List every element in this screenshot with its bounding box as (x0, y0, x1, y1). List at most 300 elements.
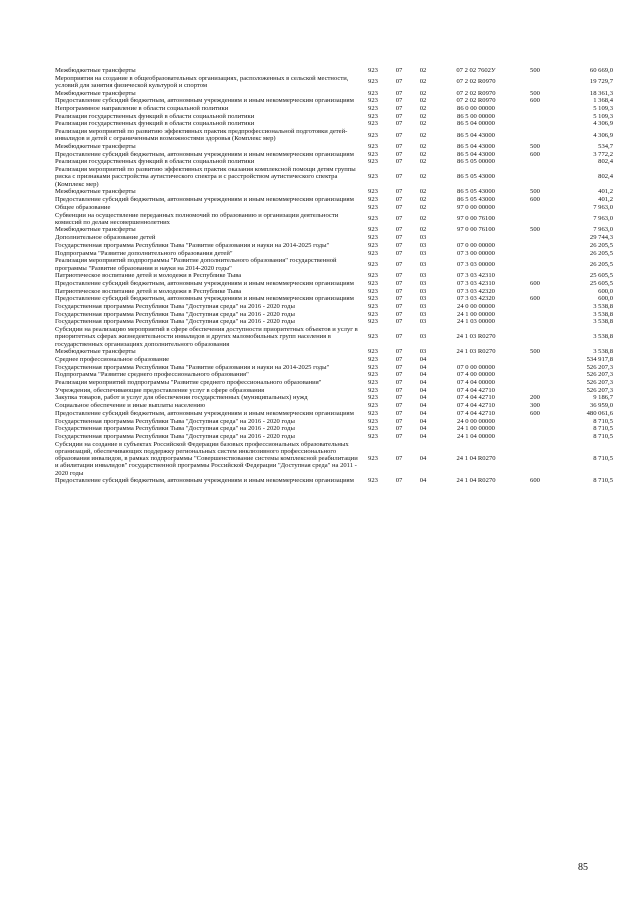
row-amount: 480 061,6 (586, 409, 613, 417)
row-ministry-code: 923 (368, 432, 378, 440)
row-target-item-code: 07 2 02 R0970 (456, 97, 496, 105)
row-subsection-code: 04 (419, 363, 427, 371)
row-ministry-code: 923 (368, 67, 378, 74)
row-subsection-code: 03 (419, 302, 427, 310)
row-amount: 36 959,0 (589, 402, 613, 410)
row-name: Патриотическое воспитание детей и молодежи в Республике Тыва (55, 272, 242, 280)
row-expense-type-code (516, 113, 554, 121)
row-subsection-code: 03 (419, 260, 427, 268)
row-section-code: 07 (395, 173, 403, 181)
row-name: Государственная программа Республики Тыва "Доступная среда" на 2016 - 2020 годы (55, 318, 295, 326)
row-target-item-code: 07 4 04 42710 (457, 409, 495, 417)
row-subsection-code: 02 (419, 105, 427, 113)
row-ministry-code: 923 (368, 120, 378, 128)
row-target-item-code: 07 3 00 00000 (457, 249, 495, 257)
row-target-item-code: 07 2 02 R0970 (456, 89, 496, 97)
row-ministry-code: 923 (368, 260, 378, 268)
row-section-code: 07 (395, 150, 403, 158)
row-subsection-code: 03 (419, 234, 427, 242)
row-target-item-code: 24 1 03 R0270 (456, 348, 496, 356)
row-section-code: 07 (395, 432, 403, 440)
row-subsection-code: 04 (419, 371, 427, 379)
row-section-code: 07 (395, 425, 403, 433)
row-expense-type-code: 500 (530, 89, 540, 97)
row-ministry-code: 923 (368, 333, 378, 341)
row-subsection-code: 03 (419, 310, 427, 318)
row-target-item-code: 86 5 04 43000 (457, 150, 495, 158)
row-section-code: 07 (395, 356, 403, 363)
table-row (55, 166, 613, 188)
row-amount: 4 306,9 (593, 120, 613, 128)
row-amount: 8 710,5 (593, 425, 613, 433)
row-name: Государственная программа Республики Тыва "Доступная среда" на 2016 - 2020 годы (55, 417, 295, 425)
table-row (55, 151, 613, 159)
table-row (55, 113, 613, 121)
row-section-code: 07 (395, 409, 403, 417)
row-ministry-code: 923 (368, 150, 378, 158)
row-expense-type-code (516, 158, 554, 166)
row-name: Предоставление субсидий бюджетным, автономным учреждениям и иным некоммерческим организациям (55, 196, 354, 204)
row-section-code: 07 (395, 386, 403, 394)
row-target-item-code: 07 3 03 42310 (457, 279, 495, 287)
row-section-code: 07 (395, 67, 403, 74)
row-section-code: 07 (395, 78, 403, 86)
table-row (55, 196, 613, 204)
row-amount: 600,0 (598, 295, 613, 303)
row-subsection-code: 04 (419, 356, 427, 363)
row-section-code: 07 (395, 371, 403, 379)
table-row (55, 97, 613, 105)
row-name: Предоставление субсидий бюджетным, автономным учреждениям и иным некоммерческим организациям (55, 295, 354, 303)
row-name: Реализация мероприятий подпрограммы "Развитие среднего профессионального образования" (55, 379, 322, 387)
table-row (55, 67, 613, 75)
row-expense-type-code (516, 441, 554, 478)
row-amount: 18 361,3 (589, 89, 613, 97)
table-row (55, 272, 613, 280)
row-amount: 26 205,5 (589, 249, 613, 257)
row-amount: 8 710,5 (593, 432, 613, 440)
row-name: Межбюджетные трансферты (55, 67, 136, 74)
row-ministry-code: 923 (368, 302, 378, 310)
row-expense-type-code: 600 (530, 196, 540, 204)
row-name: Патриотическое воспитание детей и молодежи в Республике Тыва (55, 287, 242, 295)
row-subsection-code: 02 (419, 89, 427, 97)
row-name: Реализация государственных функций в области социальной политики (55, 120, 255, 128)
row-name: Предоставление субсидий бюджетным, автономным учреждениям и иным некоммерческим организациям (55, 97, 354, 105)
row-section-code: 07 (395, 402, 403, 410)
row-expense-type-code (516, 326, 554, 348)
row-subsection-code: 02 (419, 203, 427, 211)
table-row (55, 158, 613, 166)
row-expense-type-code: 600 (530, 295, 540, 303)
table-row (55, 410, 613, 418)
row-expense-type-code (516, 303, 554, 311)
row-expense-type-code (516, 425, 554, 433)
row-amount: 526 207,3 (586, 386, 613, 394)
row-ministry-code: 923 (368, 97, 378, 105)
row-target-item-code: 07 2 02 7602У (456, 67, 496, 74)
row-name: Межбюджетные трансферты (55, 348, 136, 356)
row-section-code: 07 (395, 120, 403, 128)
row-subsection-code: 04 (419, 417, 427, 425)
row-ministry-code: 923 (368, 241, 378, 249)
row-subsection-code: 04 (419, 432, 427, 440)
row-amount: 534,7 (598, 143, 613, 151)
row-ministry-code: 923 (368, 158, 378, 166)
row-ministry-code: 923 (368, 409, 378, 417)
row-expense-type-code: 500 (530, 67, 540, 74)
budget-table (55, 67, 613, 485)
row-section-code: 07 (395, 89, 403, 97)
table-row (55, 257, 613, 272)
table-row (55, 371, 613, 379)
table-row (55, 120, 613, 128)
table-row (55, 402, 613, 410)
table-row (55, 128, 613, 143)
row-amount: 8 710,5 (593, 455, 613, 463)
row-subsection-code: 02 (419, 112, 427, 120)
row-section-code: 07 (395, 417, 403, 425)
row-name: Государственная программа Республики Тыва "Доступная среда" на 2016 - 2020 годы (55, 425, 295, 433)
row-subsection-code: 02 (419, 150, 427, 158)
row-expense-type-code (516, 234, 554, 242)
row-subsection-code: 02 (419, 188, 427, 196)
row-section-code: 07 (395, 333, 403, 341)
row-target-item-code: 07 4 04 00000 (457, 379, 495, 387)
row-target-item-code: 24 0 00 00000 (457, 417, 495, 425)
row-ministry-code: 923 (368, 196, 378, 204)
row-section-code: 07 (395, 196, 403, 204)
row-subsection-code: 03 (419, 333, 427, 341)
row-ministry-code: 923 (368, 402, 378, 410)
row-section-code: 07 (395, 241, 403, 249)
table-row (55, 242, 613, 250)
row-amount: 7 963,0 (593, 215, 613, 223)
table-row (55, 234, 613, 242)
table-row (55, 280, 613, 288)
row-expense-type-code (516, 105, 554, 113)
row-ministry-code: 923 (368, 379, 378, 387)
row-name: Предоставление субсидий бюджетным, автономным учреждениям и иным некоммерческим организациям (55, 409, 354, 417)
row-ministry-code: 923 (368, 425, 378, 433)
row-section-code: 07 (395, 260, 403, 268)
row-section-code: 07 (395, 249, 403, 257)
row-target-item-code: 24 1 04 R0270 (456, 477, 496, 485)
row-name: Субсидии на создание в субъектах Российской Федерации базовых профессиональных образовательных организаций, обеспечивающих поддержку региональных систем инклюзивного профессионального образования инвалидов, в рамках подпрограммы "Совершенствование системы комплексной реабилитации и абилитации инвалидов" государственной программы Российской Федерации "Доступная среда" на 2011 - 2020 годы (55, 440, 358, 477)
row-expense-type-code (516, 311, 554, 319)
row-amount: 4 306,9 (593, 131, 613, 139)
row-target-item-code: 24 1 03 R0270 (456, 333, 496, 341)
row-expense-type-code: 600 (530, 279, 540, 287)
row-target-item-code: 07 4 04 42710 (457, 394, 495, 402)
row-amount: 9 186,7 (593, 394, 613, 402)
table-row (55, 250, 613, 258)
row-subsection-code: 04 (419, 477, 427, 485)
row-section-code: 07 (395, 302, 403, 310)
row-ministry-code: 923 (368, 203, 378, 211)
row-target-item-code: 07 4 00 00000 (457, 371, 495, 379)
row-expense-type-code: 500 (530, 143, 540, 151)
row-name: Предоставление субсидий бюджетным, автономным учреждениям и иным некоммерческим организациям (55, 279, 354, 287)
row-expense-type-code: 500 (530, 348, 540, 356)
table-row (55, 326, 613, 348)
row-name: Субсидии на реализацию мероприятий в сфере обеспечения доступности приоритетных объектов и услуг в приоритетных сферах жизнедеятельности инвалидов и других маломобильных групп населения в государственных организациях дополнительного образования (55, 326, 358, 348)
row-ministry-code: 923 (368, 477, 378, 485)
row-target-item-code (436, 356, 516, 364)
row-ministry-code: 923 (368, 455, 378, 463)
row-expense-type-code: 600 (530, 97, 540, 105)
row-ministry-code: 923 (368, 356, 378, 363)
row-ministry-code: 923 (368, 112, 378, 120)
row-target-item-code: 24 1 00 00000 (457, 310, 495, 318)
row-section-code: 07 (395, 318, 403, 326)
row-target-item-code: 97 0 00 00000 (457, 203, 495, 211)
row-section-code: 07 (395, 379, 403, 387)
row-ministry-code: 923 (368, 287, 378, 295)
row-section-code: 07 (395, 203, 403, 211)
table-row (55, 295, 613, 303)
row-target-item-code: 86 5 04 00000 (457, 120, 495, 128)
row-amount: 8 710,5 (593, 477, 613, 485)
row-amount: 19 729,7 (589, 78, 613, 86)
row-section-code: 07 (395, 477, 403, 485)
row-section-code: 07 (395, 215, 403, 223)
row-subsection-code: 04 (419, 386, 427, 394)
row-name: Предоставление субсидий бюджетным, автономным учреждениям и иным некоммерческим организациям (55, 477, 354, 485)
row-amount: 526 207,3 (586, 371, 613, 379)
row-target-item-code: 07 0 00 00000 (457, 241, 495, 249)
row-ministry-code: 923 (368, 173, 378, 181)
row-target-item-code: 86 5 00 00000 (457, 112, 495, 120)
row-ministry-code: 923 (368, 348, 378, 356)
row-amount: 26 205,5 (589, 260, 613, 268)
row-subsection-code: 04 (419, 425, 427, 433)
row-name: Социальное обеспечение и иные выплаты населению (55, 402, 206, 410)
row-expense-type-code (516, 212, 554, 227)
row-expense-type-code (516, 387, 554, 395)
row-section-code: 07 (395, 272, 403, 280)
row-subsection-code: 03 (419, 279, 427, 287)
row-target-item-code: 97 0 00 76100 (457, 215, 495, 223)
row-ministry-code: 923 (368, 78, 378, 86)
table-row (55, 356, 613, 364)
row-expense-type-code (516, 75, 554, 90)
row-subsection-code: 02 (419, 67, 427, 74)
row-ministry-code: 923 (368, 89, 378, 97)
row-subsection-code: 04 (419, 379, 427, 387)
row-target-item-code: 86 0 00 00000 (457, 105, 495, 113)
row-amount: 1 368,4 (593, 97, 613, 105)
row-ministry-code: 923 (368, 386, 378, 394)
row-expense-type-code (516, 371, 554, 379)
row-subsection-code: 03 (419, 348, 427, 356)
row-subsection-code: 04 (419, 409, 427, 417)
row-section-code: 07 (395, 295, 403, 303)
row-subsection-code: 03 (419, 241, 427, 249)
row-ministry-code: 923 (368, 131, 378, 139)
row-section-code: 07 (395, 105, 403, 113)
row-subsection-code: 02 (419, 143, 427, 151)
row-name: Закупка товаров, работ и услуг для обеспечения государственных (муниципальных) нужд (55, 394, 308, 402)
row-ministry-code: 923 (368, 188, 378, 196)
row-ministry-code: 923 (368, 272, 378, 280)
row-section-code: 07 (395, 394, 403, 402)
row-amount: 5 109,3 (593, 105, 613, 113)
row-expense-type-code (516, 128, 554, 143)
row-amount: 526 207,3 (586, 379, 613, 387)
row-amount: 7 963,0 (593, 203, 613, 211)
row-ministry-code: 923 (368, 279, 378, 287)
row-target-item-code: 07 4 04 42710 (457, 402, 495, 410)
table-row (55, 433, 613, 441)
row-name: Подпрограмма "Развитие дополнительного образования детей" (55, 249, 233, 257)
table-row (55, 226, 613, 234)
row-ministry-code: 923 (368, 105, 378, 113)
row-subsection-code: 04 (419, 455, 427, 463)
row-target-item-code: 24 1 03 00000 (457, 318, 495, 326)
row-section-code: 07 (395, 226, 403, 234)
row-name: Реализация государственных функций в области социальной политики (55, 158, 255, 166)
row-section-code: 07 (395, 234, 403, 242)
row-name: Межбюджетные трансферты (55, 226, 136, 234)
row-target-item-code: 86 5 05 43000 (457, 188, 495, 196)
row-amount: 526 207,3 (586, 363, 613, 371)
row-name: Общее образование (55, 203, 111, 211)
row-target-item-code: 86 5 05 43000 (457, 173, 495, 181)
row-section-code: 07 (395, 97, 403, 105)
row-amount: 5 109,3 (593, 112, 613, 120)
row-name: Государственная программа Республики Тыва "Доступная среда" на 2016 - 2020 годы (55, 310, 295, 318)
table-row (55, 303, 613, 311)
row-name: Реализация мероприятий по развитию эффективных практик оказания комплексной помощи детям группы риска с признаками расстройства аутистического спектра и с расстройством аутистического спектра (Комплекс мер) (55, 166, 356, 188)
row-amount: 8 710,5 (593, 417, 613, 425)
row-target-item-code: 07 2 02 R0970 (456, 78, 496, 86)
row-expense-type-code: 500 (530, 188, 540, 196)
row-ministry-code: 923 (368, 310, 378, 318)
table-row (55, 379, 613, 387)
row-name: Среднее профессиональное образование (55, 356, 170, 363)
row-amount: 7 963,0 (593, 226, 613, 234)
row-section-code: 07 (395, 455, 403, 463)
row-section-code: 07 (395, 348, 403, 356)
row-ministry-code: 923 (368, 371, 378, 379)
row-subsection-code: 04 (419, 402, 427, 410)
row-ministry-code: 923 (368, 394, 378, 402)
row-name: Учреждения, обеспечивающие предоставление услуг в сфере образования (55, 386, 265, 394)
row-target-item-code: 97 0 00 76100 (457, 226, 495, 234)
table-row (55, 204, 613, 212)
row-name: Государственная программа Республики Тыва "Развитие образования и науки на 2014-2025 годы" (55, 363, 330, 371)
row-name: Реализация мероприятий по развитию эффективных практик предпрофессиональной подготовки детей-инвалидов и детей с ограниченными возможностями здоровья (Комплекс мер) (55, 128, 348, 143)
row-target-item-code: 07 4 04 42710 (457, 386, 495, 394)
row-expense-type-code (516, 272, 554, 280)
row-ministry-code: 923 (368, 363, 378, 371)
row-expense-type-code (516, 242, 554, 250)
row-subsection-code: 02 (419, 158, 427, 166)
page-number: 85 (578, 862, 588, 873)
row-subsection-code: 04 (419, 394, 427, 402)
row-target-item-code: 07 3 03 00000 (457, 260, 495, 268)
row-expense-type-code: 600 (530, 150, 540, 158)
row-section-code: 07 (395, 131, 403, 139)
row-expense-type-code (516, 356, 554, 364)
row-amount: 3 538,8 (593, 318, 613, 326)
table-row (55, 143, 613, 151)
row-subsection-code: 02 (419, 226, 427, 234)
row-amount: 3 538,8 (593, 310, 613, 318)
row-amount: 26 205,5 (589, 241, 613, 249)
row-subsection-code: 02 (419, 120, 427, 128)
row-expense-type-code (516, 120, 554, 128)
row-target-item-code: 24 1 04 R0270 (456, 455, 496, 463)
row-subsection-code: 02 (419, 131, 427, 139)
row-ministry-code: 923 (368, 234, 378, 242)
row-expense-type-code: 600 (530, 409, 540, 417)
row-name: Межбюджетные трансферты (55, 143, 136, 151)
table-row (55, 364, 613, 372)
row-section-code: 07 (395, 279, 403, 287)
table-row (55, 75, 613, 90)
row-name: Мероприятия на создание в общеобразовательных организациях, расположенных в сельской местности, условий для занятия физической культурой и спортом (55, 74, 349, 89)
row-ministry-code: 923 (368, 295, 378, 303)
row-subsection-code: 03 (419, 287, 427, 295)
row-expense-type-code: 200 (530, 394, 540, 402)
row-ministry-code: 923 (368, 318, 378, 326)
row-expense-type-code: 300 (530, 402, 540, 410)
row-target-item-code: 86 5 05 43000 (457, 196, 495, 204)
table-row (55, 105, 613, 113)
row-subsection-code: 03 (419, 249, 427, 257)
row-expense-type-code (516, 166, 554, 188)
row-amount: 3 538,8 (593, 333, 613, 341)
row-ministry-code: 923 (368, 226, 378, 234)
row-amount: 3 538,8 (593, 302, 613, 310)
row-expense-type-code (516, 288, 554, 296)
row-target-item-code: 24 1 04 00000 (457, 432, 495, 440)
row-section-code: 07 (395, 112, 403, 120)
row-subsection-code: 03 (419, 318, 427, 326)
row-amount: 802,4 (598, 173, 613, 181)
table-row (55, 212, 613, 227)
row-name: Дополнительное образование детей (55, 234, 156, 242)
row-subsection-code: 02 (419, 78, 427, 86)
row-subsection-code: 02 (419, 196, 427, 204)
row-ministry-code: 923 (368, 249, 378, 257)
row-amount: 29 744,3 (589, 234, 613, 242)
row-section-code: 07 (395, 287, 403, 295)
row-expense-type-code (516, 418, 554, 426)
table-row (55, 387, 613, 395)
row-name: Подпрограмма "Развитие среднего профессионального образования" (55, 371, 249, 379)
row-expense-type-code (516, 379, 554, 387)
row-expense-type-code (516, 250, 554, 258)
row-subsection-code: 03 (419, 272, 427, 280)
row-section-code: 07 (395, 188, 403, 196)
row-amount: 3 772,2 (593, 150, 613, 158)
table-row (55, 394, 613, 402)
row-name: Межбюджетные трансферты (55, 89, 136, 97)
row-amount: 60 669,0 (589, 67, 613, 74)
row-name: Государственная программа Республики Тыва "Доступная среда" на 2016 - 2020 годы (55, 432, 295, 440)
row-target-item-code: 24 0 00 00000 (457, 302, 495, 310)
row-expense-type-code (516, 257, 554, 272)
row-ministry-code: 923 (368, 143, 378, 151)
row-name: Государственная программа Республики Тыва "Доступная среда" на 2016 - 2020 годы (55, 302, 295, 310)
row-name: Субвенции на осуществление переданных полномочий по образованию и организации деятельности комиссий по делам несовершеннолетних (55, 211, 339, 226)
row-amount: 401,2 (598, 188, 613, 196)
table-row (55, 425, 613, 433)
row-name: Государственная программа Республики Тыва "Развитие образования и науки на 2014-2025 годы" (55, 241, 330, 249)
